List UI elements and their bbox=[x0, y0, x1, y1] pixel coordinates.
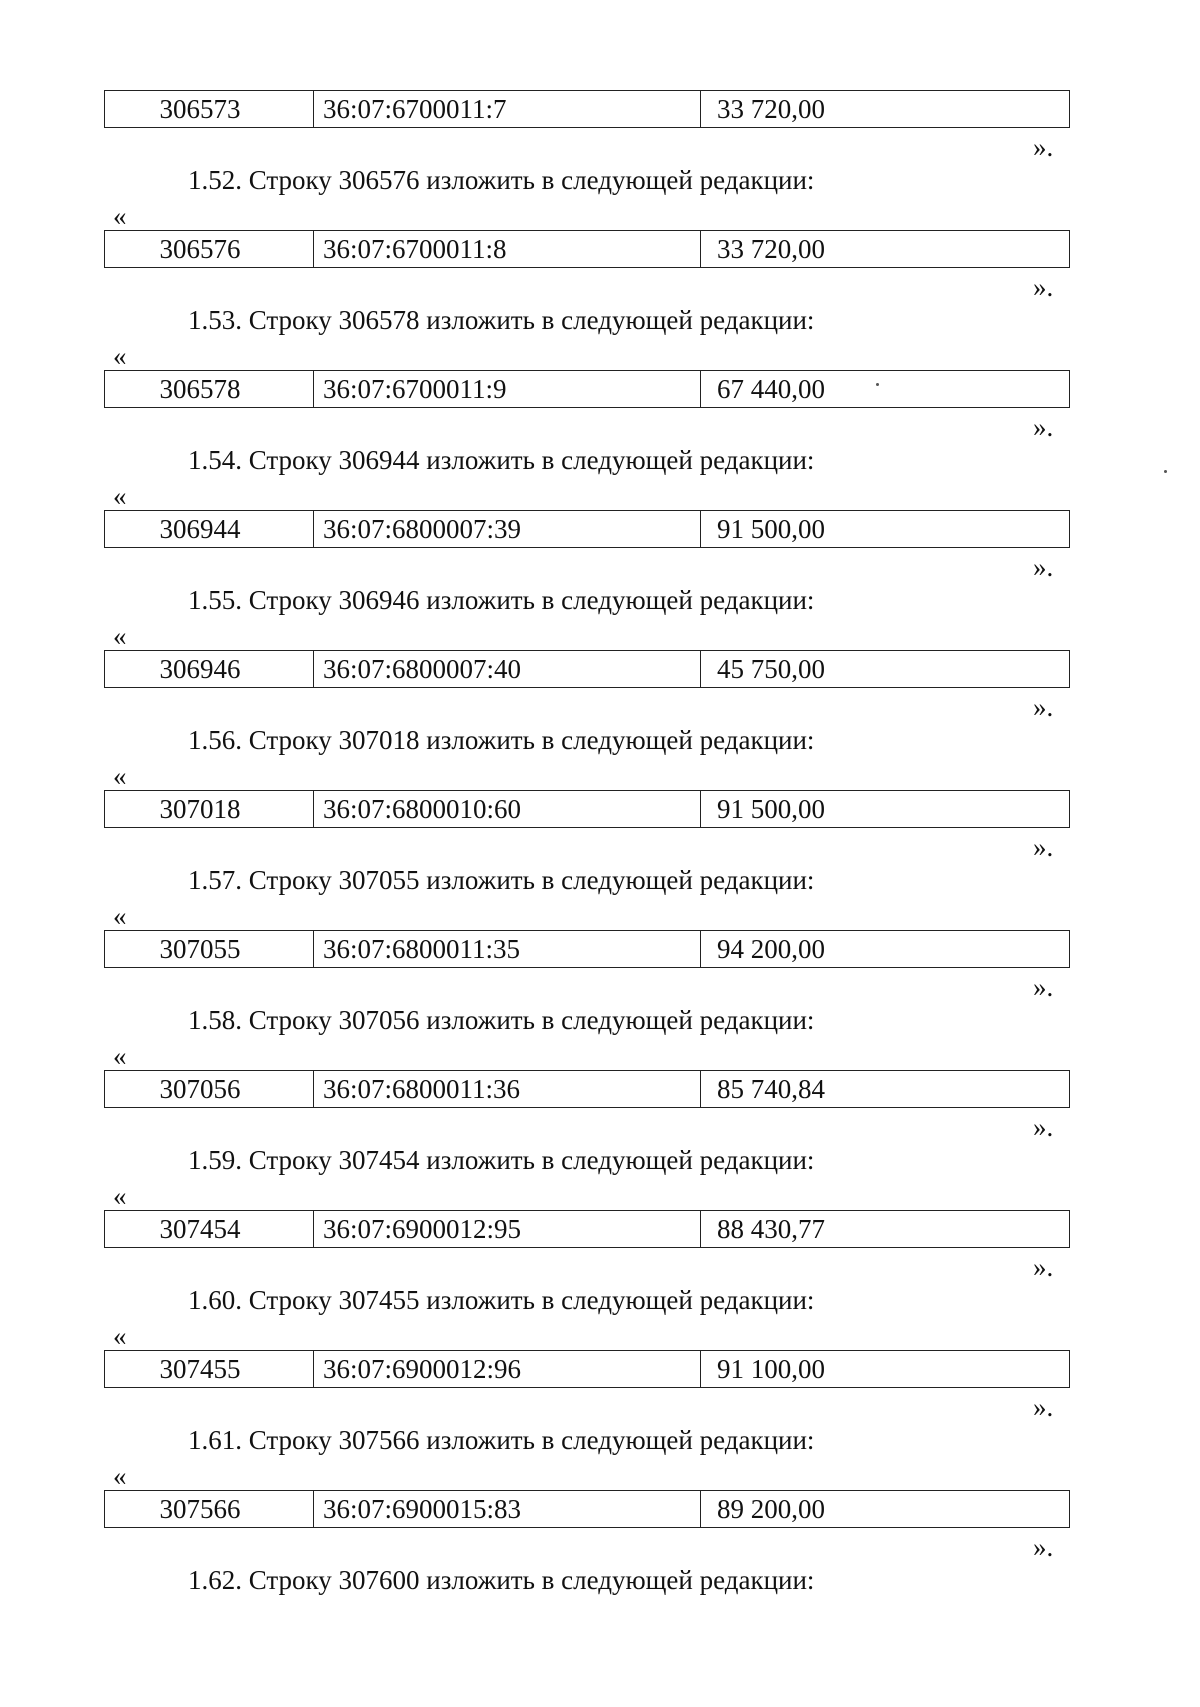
opening-quote: « bbox=[113, 1461, 127, 1491]
table-row bbox=[104, 650, 1070, 688]
row-cadastral-number-cell: 36:07:6700011:8 bbox=[314, 231, 701, 267]
opening-quote: « bbox=[113, 201, 127, 231]
opening-quote: « bbox=[113, 1181, 127, 1211]
amendment-instruction: 1.60. Строку 307455 изложить в следующей редакции: bbox=[188, 1285, 815, 1315]
closing-quote: ». bbox=[1033, 1112, 1054, 1142]
closing-quote: ». bbox=[1033, 552, 1054, 582]
amendment-instruction: 1.53. Строку 306578 изложить в следующей редакции: bbox=[188, 305, 815, 335]
scan-speck bbox=[876, 383, 879, 386]
closing-quote: ». bbox=[1033, 1252, 1054, 1282]
row-value-cell: 89 200,00 bbox=[717, 1493, 825, 1524]
row-code-cell: 307455 bbox=[105, 1351, 314, 1387]
row-value-cell: 88 430,77 bbox=[717, 1213, 825, 1244]
row-code-cell: 307566 bbox=[105, 1491, 314, 1527]
row-cadastral-number-cell: 36:07:6800007:39 bbox=[314, 511, 701, 547]
table-row bbox=[104, 1210, 1070, 1248]
closing-quote: ». bbox=[1033, 972, 1054, 1002]
amendment-instruction: 1.57. Строку 307055 изложить в следующей редакции: bbox=[188, 865, 815, 895]
opening-quote: « bbox=[113, 1041, 127, 1071]
row-code-cell: 306946 bbox=[105, 651, 314, 687]
table-row bbox=[104, 510, 1070, 548]
amendment-instruction: 1.52. Строку 306576 изложить в следующей редакции: bbox=[188, 165, 815, 195]
row-value-cell: 33 720,00 bbox=[717, 233, 825, 264]
row-code-cell: 306573 bbox=[105, 91, 314, 127]
row-code-cell: 306576 bbox=[105, 231, 314, 267]
row-cadastral-number-cell: 36:07:6800010:60 bbox=[314, 791, 701, 827]
row-cadastral-number-cell: 36:07:6800007:40 bbox=[314, 651, 701, 687]
row-code-cell: 306944 bbox=[105, 511, 314, 547]
row-value-cell: 91 500,00 bbox=[717, 793, 825, 824]
table-row bbox=[104, 930, 1070, 968]
closing-quote: ». bbox=[1033, 272, 1054, 302]
table-row bbox=[104, 1490, 1070, 1528]
opening-quote: « bbox=[113, 761, 127, 791]
amendment-instruction: 1.56. Строку 307018 изложить в следующей редакции: bbox=[188, 725, 815, 755]
row-code-cell: 307056 bbox=[105, 1071, 314, 1107]
row-cadastral-number-cell: 36:07:6800011:35 bbox=[314, 931, 701, 967]
table-row bbox=[104, 1350, 1070, 1388]
row-code-cell: 306578 bbox=[105, 371, 314, 407]
row-value-cell: 85 740,84 bbox=[717, 1073, 825, 1104]
row-value-cell: 67 440,00 bbox=[717, 373, 825, 404]
amendment-instruction: 1.61. Строку 307566 изложить в следующей редакции: bbox=[188, 1425, 815, 1455]
table-row bbox=[104, 230, 1070, 268]
row-cadastral-number-cell: 36:07:6900012:96 bbox=[314, 1351, 701, 1387]
row-value-cell: 45 750,00 bbox=[717, 653, 825, 684]
opening-quote: « bbox=[113, 341, 127, 371]
row-cadastral-number-cell: 36:07:6700011:7 bbox=[314, 91, 701, 127]
row-cadastral-number-cell: 36:07:6900015:83 bbox=[314, 1491, 701, 1527]
opening-quote: « bbox=[113, 1321, 127, 1351]
row-cadastral-number-cell: 36:07:6700011:9 bbox=[314, 371, 701, 407]
row-value-cell: 91 100,00 bbox=[717, 1353, 825, 1384]
table-row bbox=[104, 1070, 1070, 1108]
closing-quote: ». bbox=[1033, 1392, 1054, 1422]
closing-quote: ». bbox=[1033, 132, 1054, 162]
opening-quote: « bbox=[113, 481, 127, 511]
closing-quote: ». bbox=[1033, 692, 1054, 722]
amendment-instruction: 1.58. Строку 307056 изложить в следующей редакции: bbox=[188, 1005, 815, 1035]
row-code-cell: 307055 bbox=[105, 931, 314, 967]
row-code-cell: 307454 bbox=[105, 1211, 314, 1247]
scan-speck bbox=[1164, 470, 1167, 473]
row-cadastral-number-cell: 36:07:6900012:95 bbox=[314, 1211, 701, 1247]
row-value-cell: 91 500,00 bbox=[717, 513, 825, 544]
amendment-instruction: 1.62. Строку 307600 изложить в следующей редакции: bbox=[188, 1565, 815, 1595]
table-row bbox=[104, 90, 1070, 128]
opening-quote: « bbox=[113, 621, 127, 651]
row-value-cell: 94 200,00 bbox=[717, 933, 825, 964]
table-row bbox=[104, 370, 1070, 408]
closing-quote: ». bbox=[1033, 1532, 1054, 1562]
closing-quote: ». bbox=[1033, 412, 1054, 442]
amendment-instruction: 1.55. Строку 306946 изложить в следующей редакции: bbox=[188, 585, 815, 615]
row-cadastral-number-cell: 36:07:6800011:36 bbox=[314, 1071, 701, 1107]
row-value-cell: 33 720,00 bbox=[717, 93, 825, 124]
row-code-cell: 307018 bbox=[105, 791, 314, 827]
table-row bbox=[104, 790, 1070, 828]
closing-quote: ». bbox=[1033, 832, 1054, 862]
amendment-instruction: 1.54. Строку 306944 изложить в следующей редакции: bbox=[188, 445, 815, 475]
amendment-instruction: 1.59. Строку 307454 изложить в следующей редакции: bbox=[188, 1145, 815, 1175]
opening-quote: « bbox=[113, 901, 127, 931]
